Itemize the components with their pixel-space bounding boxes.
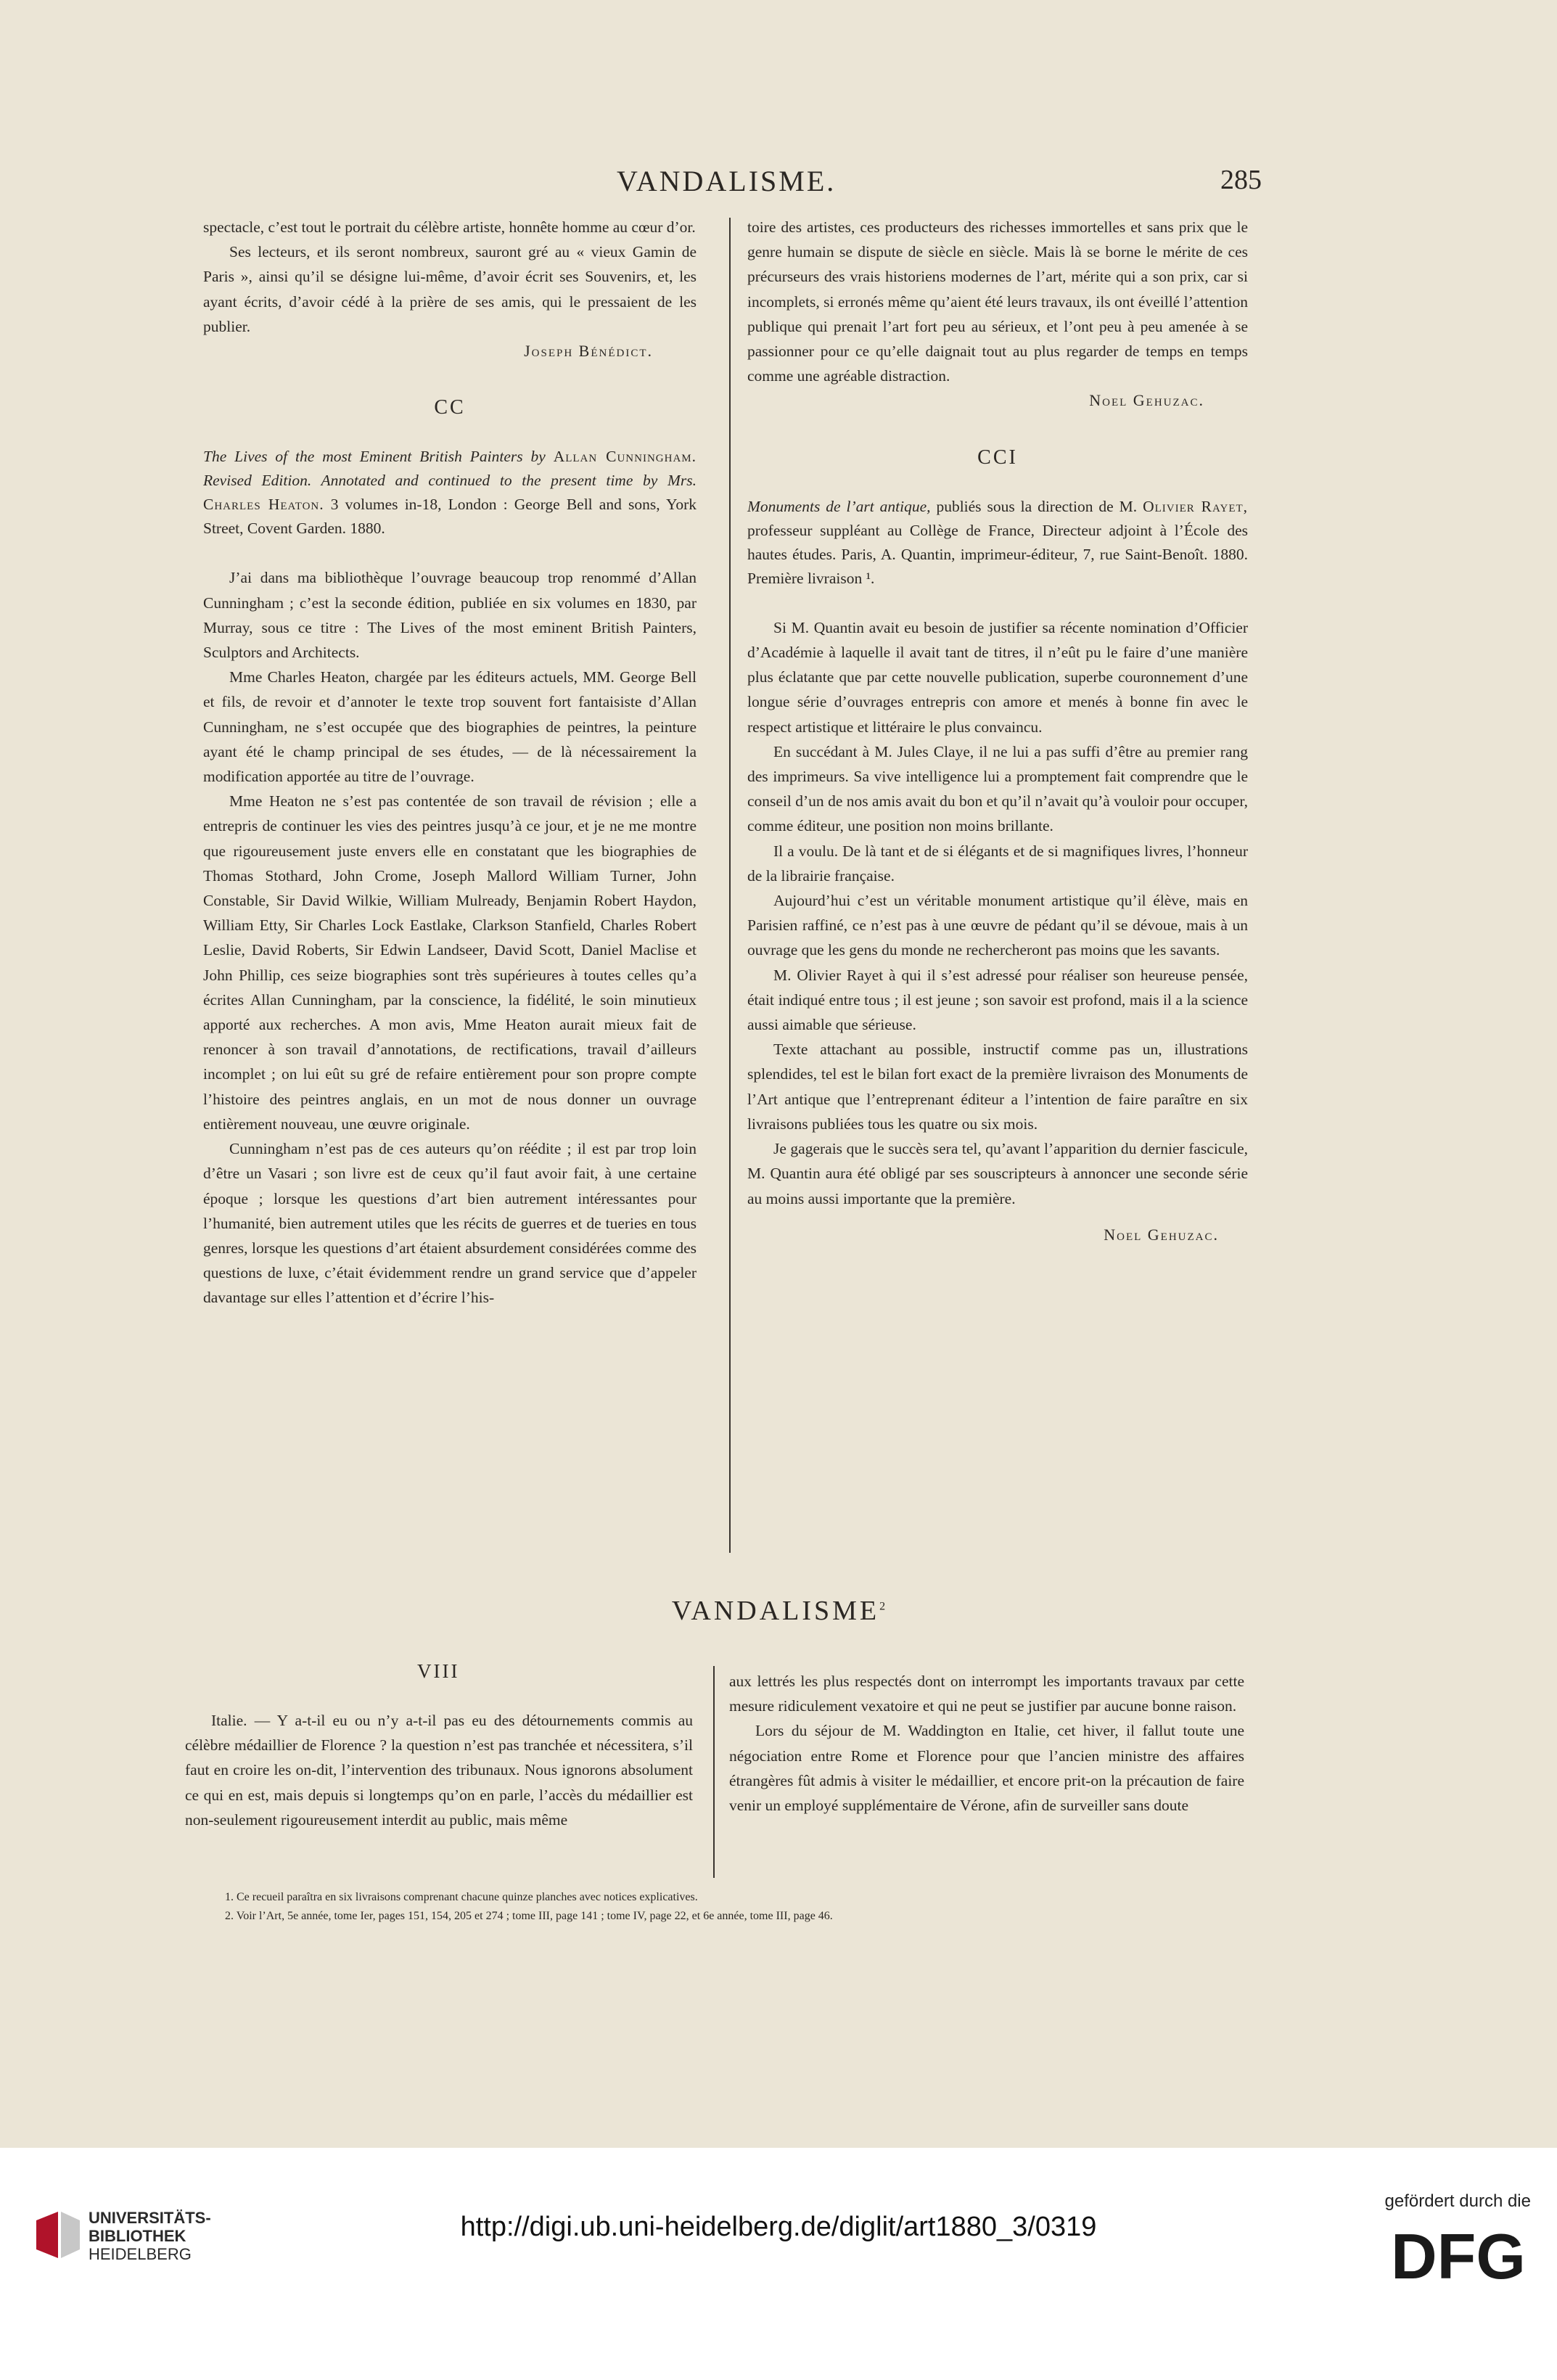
paragraph: M. Olivier Rayet à qui il s’est adressé pour réaliser son heureuse pensée, était indiqué entre tous ; il est jeune ; son savoir est profond, mais il a la science aussi aimable que sérieuse.	[747, 966, 1248, 1034]
paragraph: spectacle, c’est tout le portrait du célèbre artiste, honnête homme au cœur d’or.	[203, 218, 696, 236]
paragraph: Je gagerais que le succès sera tel, qu’avant l’apparition du dernier fascicule, M. Quantin aura été obligé par ses souscripteurs à annoncer une seconde série au moins aussi importante que la première.	[747, 1140, 1248, 1207]
signature: Noel Gehuzac.	[1089, 391, 1204, 410]
paragraph: Mme Heaton ne s’est pas contentée de son travail de révision ; elle a entrepris de continuer les vies des peintres jusqu’à ce jour, et je ne me montre que rigoureusement juste envers elle en constatant que les biographies de Thomas Stothard, John Crome, Joseph Mallord William Turner, John Constable, Sir David Wilkie, William Mulready, Benjamin Robert Haydon, William Etty, Sir Charles Lock Eastlake, Clarkson Stanfield, Charles Robert Leslie, David Roberts, Sir Edwin Landseer, David Scott, Daniel Maclise et John Phillip, ces seize biographies sont très supérieures à toutes celles qu’a écrites Allan Cunningham, par la conscience, la fidélité, le soin minutieux apporté aux recherches. A mon avis, Mme Heaton aurait mieux fait de renoncer à son travail d’annotations, de rectifications, travail d’ailleurs incomplet ; on lui eût su gré de refaire entièrement pour son propre compte l’histoire des peintres anglais, en un mot de nous donner un ouvrage entièrement nouveau, une œuvre originale.	[203, 792, 697, 1133]
paragraph: Cunningham n’est pas de ces auteurs qu’on réédite ; il est par trop loin d’être un Vasari ; son livre est de ceux qu’il faut avoir fait, à une certaine époque ; lorsque les questions d’art bien autrement intéressantes pour l’humanité, bien autrement utiles que les récits de guerres et de tueries en tous genres, lorsque les questions d’art étaient absurdement considérées comme des questions de luxe, c’était évidemment rendre un grand service que d’appeler davantage sur elles l’attention et d’écrire l’his-	[203, 1140, 697, 1307]
left-column	[203, 215, 697, 1310]
footnote: 2. Voir l’Art, 5e année, tome Ier, pages 151, 154, 205 et 274 ; tome III, page 141 ; tome IV, page 22, et 6e année, tome III, page 46.	[225, 1910, 833, 1922]
section-title: VANDALISME$^2$	[671, 1596, 886, 1626]
paragraph: J’ai dans ma bibliothèque l’ouvrage beaucoup trop renommé d’Allan Cunningham ; c’est la seconde édition, publiée en six volumes en 1830, par Murray, sous ce titre : The Lives of the most eminent British Painters, Sculptors and Architects.	[203, 569, 697, 662]
paragraph: Texte attachant au possible, instructif comme pas un, illustrations splendides, tel est le bilan fort exact de la première livraison des Monuments de l’Art antique que l’entreprenant éditeur a l’intention de faire paraître en six livraisons publiées tous les quatre ou six mois.	[747, 1041, 1248, 1133]
signature: Joseph Bénédict.	[524, 342, 653, 361]
section2-left-column	[185, 1708, 693, 1832]
paragraph: En succédant à M. Jules Claye, il ne lui a pas suffi d’être au premier rang des imprimeurs. Sa vive intelligence lui a promptement fait comprendre que le conseil d’un de nos amis avait du bon et qu’il n’avait qu’à vouloir pour occuper, comme éditeur, une position non moins brillante.	[747, 742, 1248, 835]
section2-right-column	[729, 1669, 1244, 1818]
running-title: VANDALISME.	[617, 165, 837, 197]
bibliographic-entry: Monuments de l’art antique, publiés sous la direction de M. Olivier Rayet, professeur suppléant au Collège de France, Directeur adjoint à l’École des hautes études. Paris, A. Quantin, imprimeur-éditeur, 7, rue Saint-Benoît. 1880. Première livraison ¹.	[747, 497, 1249, 587]
paragraph: aux lettrés les plus respectés dont on interrompt les importants travaux par cette mesure ridiculement vexatoire et qui ne peut se justifier par aucune bonne raison.	[729, 1673, 1244, 1715]
page-number: 285	[1220, 165, 1262, 195]
paragraph: Lors du séjour de M. Waddington en Italie, cet hiver, il fallut toute une négociation entre Rome et Florence pour que l’ancien ministre des affaires étrangères fût admis à visiter le médaillier, et encore prit-on la précaution de faire venir un employé supplémentaire de Vérone, afin de surveiller sans doute	[729, 1722, 1244, 1815]
footnote: 1. Ce recueil paraîtra en six livraisons comprenant chacune quinze planches avec notices explicatives.	[225, 1891, 698, 1903]
sub-heading: VIII	[417, 1660, 460, 1682]
footer-bar	[0, 2148, 1557, 2380]
paragraph: toire des artistes, ces producteurs des richesses immortelles et sans prix que le genre humain se dispute de siècle en siècle. Mais là se borne le mérite de ces précurseurs des vrais historiens modernes de l’art, mérite qui a son prix, car si incomplets, si erronés même qu’aient été leurs travaux, ils ont éveillé l’attention publique qui prenait l’art fort peu au sérieux, et l’ont peu à peu amenée à se passionner pour ce qu’elle daignait tout au plus regarder de temps en temps comme une agréable distraction.	[747, 218, 1248, 385]
section-heading: CC	[434, 396, 466, 419]
section-heading: CCI	[977, 446, 1018, 469]
library-name: UNIVERSITÄTS- BIBLIOTHEK HEIDELBERG	[89, 2209, 211, 2263]
paragraph: Ses lecteurs, et ils seront nombreux, sauront gré au « vieux Gamin de Paris », ainsi qu’il se désigne lui-même, d’avoir écrit ses Souvenirs, et, les ayant écrits, d’avoir cédé à la prière de ses amis, qui le pressaient de les publier.	[203, 243, 697, 335]
paragraph: Mme Charles Heaton, chargée par les éditeurs actuels, MM. George Bell et fils, de revoir et d’annoter le texte trop souvent fort fantaisiste d’Allan Cunningham, ne s’est occupée que des biographies de peintres, la peinture ayant été le champ principal de ses études, — de là nécessairement la modification apportée au titre de l’ouvrage.	[203, 668, 697, 786]
paragraph: Italie. — Y a-t-il eu ou n’y a-t-il pas eu des détournements commis au célèbre médaillier de Florence ? la question n’est pas tranchée et nécessitera, s’il faut en croire les on-dit, l’intervention des tribunaux. Nous ignorons absolument ce qui en est, mais depuis si longtemps qu’on en parle, l’accès du médaillier est non-seulement rigoureusement interdit au public, mais même	[185, 1712, 693, 1829]
funder-name: DFG	[1391, 2220, 1526, 2286]
dfg-logo-icon	[1386, 2220, 1531, 2286]
right-column	[747, 215, 1248, 1247]
paragraph: Aujourd’hui c’est un véritable monument artistique qu’il élève, mais en Parisien raffiné, ce n’est pas à une œuvre de pédant qu’il se dévoue, mais à un ouvrage que les gens du monde ne rechercheront pas moins que les savants.	[747, 892, 1248, 959]
column-rule	[713, 1666, 715, 1878]
source-url-link[interactable]: http://digi.ub.uni-heidelberg.de/diglit/art1880_3/0319	[460, 2212, 1097, 2242]
bibliographic-entry: The Lives of the most Eminent British Painters by Allan Cunningham. Revised Edition. Annotated and continued to the present time by Mrs. Charles Heaton. 3 volumes in-18, London : George Bell and sons, York Street, Covent Garden. 1880.	[203, 448, 697, 538]
signature: Noel Gehuzac.	[1104, 1225, 1219, 1244]
column-rule	[729, 218, 731, 1553]
paragraph: Il a voulu. De là tant et de si élégants et de si magnifiques livres, l’honneur de la librairie française.	[747, 842, 1248, 885]
paragraph: Si M. Quantin avait eu besoin de justifier sa récente nomination d’Officier d’Académie à laquelle il avait tant de titres, il n’eût pu le faire d’une manière plus éclatante que par cette nouvelle publication, superbe couronnement d’une longue série d’ouvrages entrepris con amore et menés à bonne fin avec le respect artistique et littéraire le plus convaincu.	[747, 618, 1248, 736]
footnote-ref: 2	[879, 1600, 886, 1613]
funder-label: gefördert durch die	[1384, 2191, 1531, 2211]
running-head	[0, 164, 1557, 208]
footnotes	[225, 1888, 1241, 1926]
